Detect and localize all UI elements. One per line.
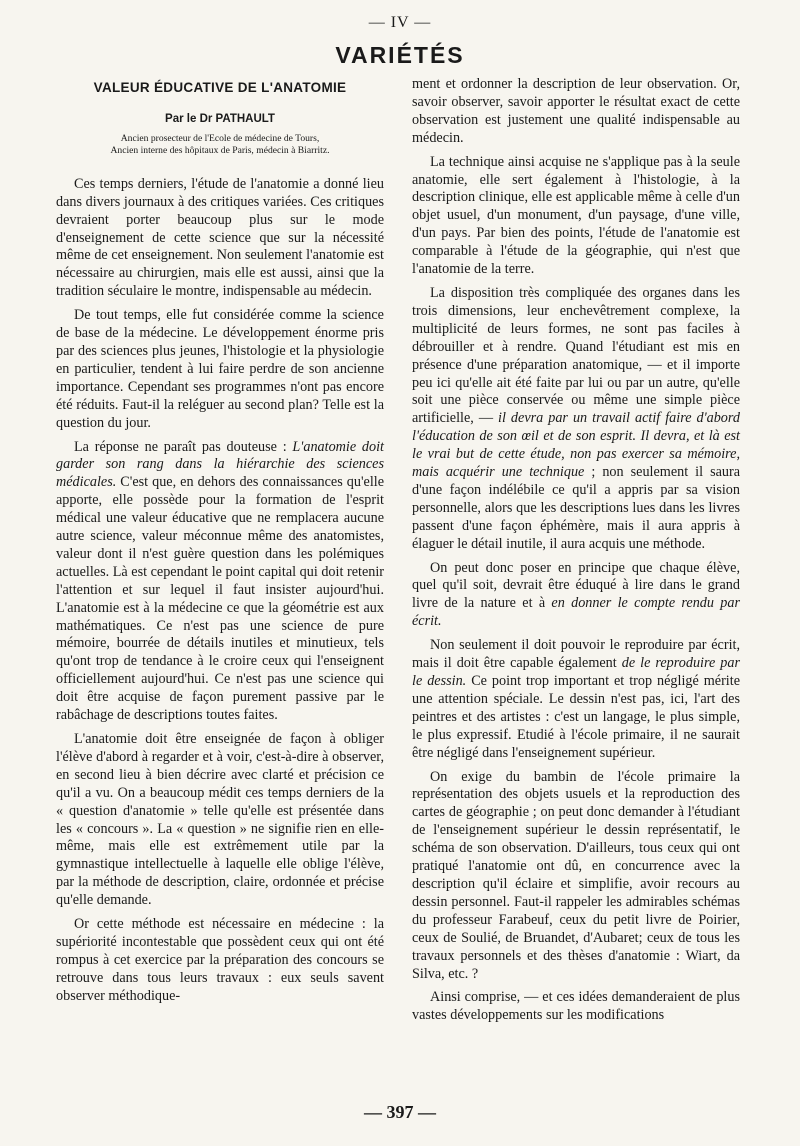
left-column <box>56 76 384 1012</box>
paragraph <box>56 439 384 726</box>
author-credentials <box>56 133 384 158</box>
paragraph: De tout temps, elle fut considérée comme la science de base de la médecine. Le développement énorme pris par des sciences plus jeunes, l'histologie et la physiologie en particulier, tendent à lui faire perdre de son ancienne importance. Cependant ses programmes n'ont pas encore été réduits. Faut-il la reléguer au second plan? Telle est la question du jour. <box>56 307 384 431</box>
paragraph <box>412 637 740 762</box>
running-head: — IV — <box>368 14 432 31</box>
paragraph: Ces temps derniers, l'étude de l'anatomie a donné lieu dans divers journaux à des critiques variées. Ces critiques devraient porter beaucoup plus sur le mode d'enseignement de cette science que sur la nécessité même de cet enseignement. Non seulement l'anatomie est nécessaire au chirurgien, mais elle est aussi, ainsi que la tradition séculaire le montre, indispensable au médecin. <box>56 175 384 300</box>
emphasis-text: il devra par un travail actif faire d'abord l'éducation de son œil et de son esprit. Il devra, et là est le vrai but de cette étude, non pas exercer sa mémoire, mais acquérir une technique <box>412 410 740 481</box>
emphasis-text: L'anatomie doit garder son rang dans la hiérarchie des sciences médicales. <box>56 438 384 491</box>
paragraph: Or cette méthode est nécessaire en médecine : la supériorité incontestable que possèdent ceux qui ont été rompus à cet exercice par la préparation des concours se retrouve dans tous leurs travaux : eux seuls savent observer méthodique- <box>56 916 384 1004</box>
text-run: Ce point trop important et trop négligé mérite une attention spéciale. Le dessin n'est pas, ici, l'art des peintres et des artistes : c'est un langage, le plus simple, le plus expressif. Etudié à l'école primaire, il ne saurait être négligé dans l'enseignement supérieur. <box>412 673 740 761</box>
paragraph <box>412 285 740 554</box>
article-title: VALEUR ÉDUCATIVE DE L'ANATOMIE <box>93 80 347 95</box>
text-run: ; non seulement il saura d'une façon indélébile ce qu'il a appris par sa vision personnelle, alors que les descriptions lues dans les livres passent d'une façon éphémère, mais il aura appris à élaguer le détail inutile, il aura acquis une méthode. <box>412 464 741 552</box>
right-column <box>412 76 740 1031</box>
paragraph <box>412 560 740 632</box>
text-run: Non seulement il doit pouvoir le reproduire par écrit, mais il doit être capable également <box>412 637 740 672</box>
text-run: La réponse ne paraît pas douteuse : <box>74 438 293 455</box>
emphasis-text: en donner le compte rendu par écrit. <box>412 595 740 630</box>
text-run: On peut donc poser en principe que chaque élève, quel qu'il soit, devrait être éduqué à lire dans le grand livre de la nature et à <box>412 559 740 612</box>
paragraph: La technique ainsi acquise ne s'applique pas à la seule anatomie, elle sert également à l'histologie, à la description clinique, elle est applicable même à celle d'un objet usuel, d'un monument, d'un paysage, d'une ville, d'un pays. Par bien des points, l'étude de l'anatomie est comparable à l'étude de la géographie, qui n'est que l'anatomie de la terre. <box>412 153 740 278</box>
text-run: C'est que, en dehors des connaissances qu'elle apporte, elle possède pour la formation de l'esprit médical une valeur éducative que ne remplacera aucune autre science, valeur méconnue même des anatomistes, valeur dont il n'est guère question dans les polémiques actuelles. Là est cependant le point capital qui doit retenir l'attention et sur lequel il faut insister aujourd'hui. L'anatomie est à la médecine ce que la géométrie est aux mathématiques. Ce n'est pas une science de pure mémoire, bourrée de détails inutiles et minutieux, tels qu'ont trop de tendance à le croire ceux qui l'enseignent officiellement aujourd'hui. Ce n'est pas une science qui doit être acquise de façon purement passive par le rabâchage de descriptions toutes faites. <box>56 474 384 724</box>
section-title: VARIÉTÉS <box>335 42 465 68</box>
credentials-line-1: Ancien prosecteur de l'Ecole de médecine de Tours, <box>120 132 320 144</box>
paragraph: On exige du bambin de l'école primaire la représentation des objets usuels et la reproduction des cartes de géographie ; on peut donc demander à l'étudiant de l'enseignement supérieur le dessin représentatif, le schéma de son observation. D'ailleurs, tous ceux qui ont pratiqué l'anatomie ont dû, en concurrence avec la description qu'il éclaire et simplifie, avoir recours au dessin personnel. Faut-il rappeler les admirables schémas du professeur Farabeuf, ceux du petit livre de Poirier, ceux de Soulié, de Bruandet, d'Aubaret; ceux de tous les travaux personnels et des thèses d'anatomie : Wiart, da Silva, etc. ? <box>412 768 740 982</box>
emphasis-text: de le reproduire par le dessin. <box>412 655 740 689</box>
page-number: — 397 — <box>364 1102 436 1122</box>
paragraph: ment et ordonner la description de leur observation. Or, savoir observer, savoir apporter le résultat exact de cette observation est justement une qualité indispensable au médecin. <box>412 76 740 146</box>
article-byline: Par le Dr PATHAULT <box>165 112 275 125</box>
paragraph: Ainsi comprise, — et ces idées demanderaient de plus vastes développements sur les modifications <box>412 989 740 1024</box>
paragraph: L'anatomie doit être enseignée de façon à obliger l'élève d'abord à regarder et à voir, c'est-à-dire à observer, en second lieu à bien décrire avec clarté et précision ce qu'il a vu. On a beaucoup médit ces temps derniers de la « question d'anatomie » telle qu'elle est présentée dans les « concours ». La « question » ne signifie rien en elle-même, mais elle est extrêmement utile par la gymnastique intellectuelle à laquelle elle oblige l'élève, par la méthode de description, claire, ordonnée et précise qu'elle demande. <box>56 731 384 909</box>
credentials-line-2: Ancien interne des hôpitaux de Paris, médecin à Biarritz. <box>110 145 330 157</box>
text-run: La disposition très compliquée des organes dans les trois dimensions, leur enchevêtrement complexe, la multiplicité de leurs formes, ne sont pas faciles à débrouiller et à rendre. Quand l'étudiant est mis en présence d'une préparation anatomique, — et il importe peu ici qu'elle ait été faite par lui ou par un autre, qu'elle soit une pièce conservée ou même une simple pièce artificielle, — <box>412 284 740 427</box>
